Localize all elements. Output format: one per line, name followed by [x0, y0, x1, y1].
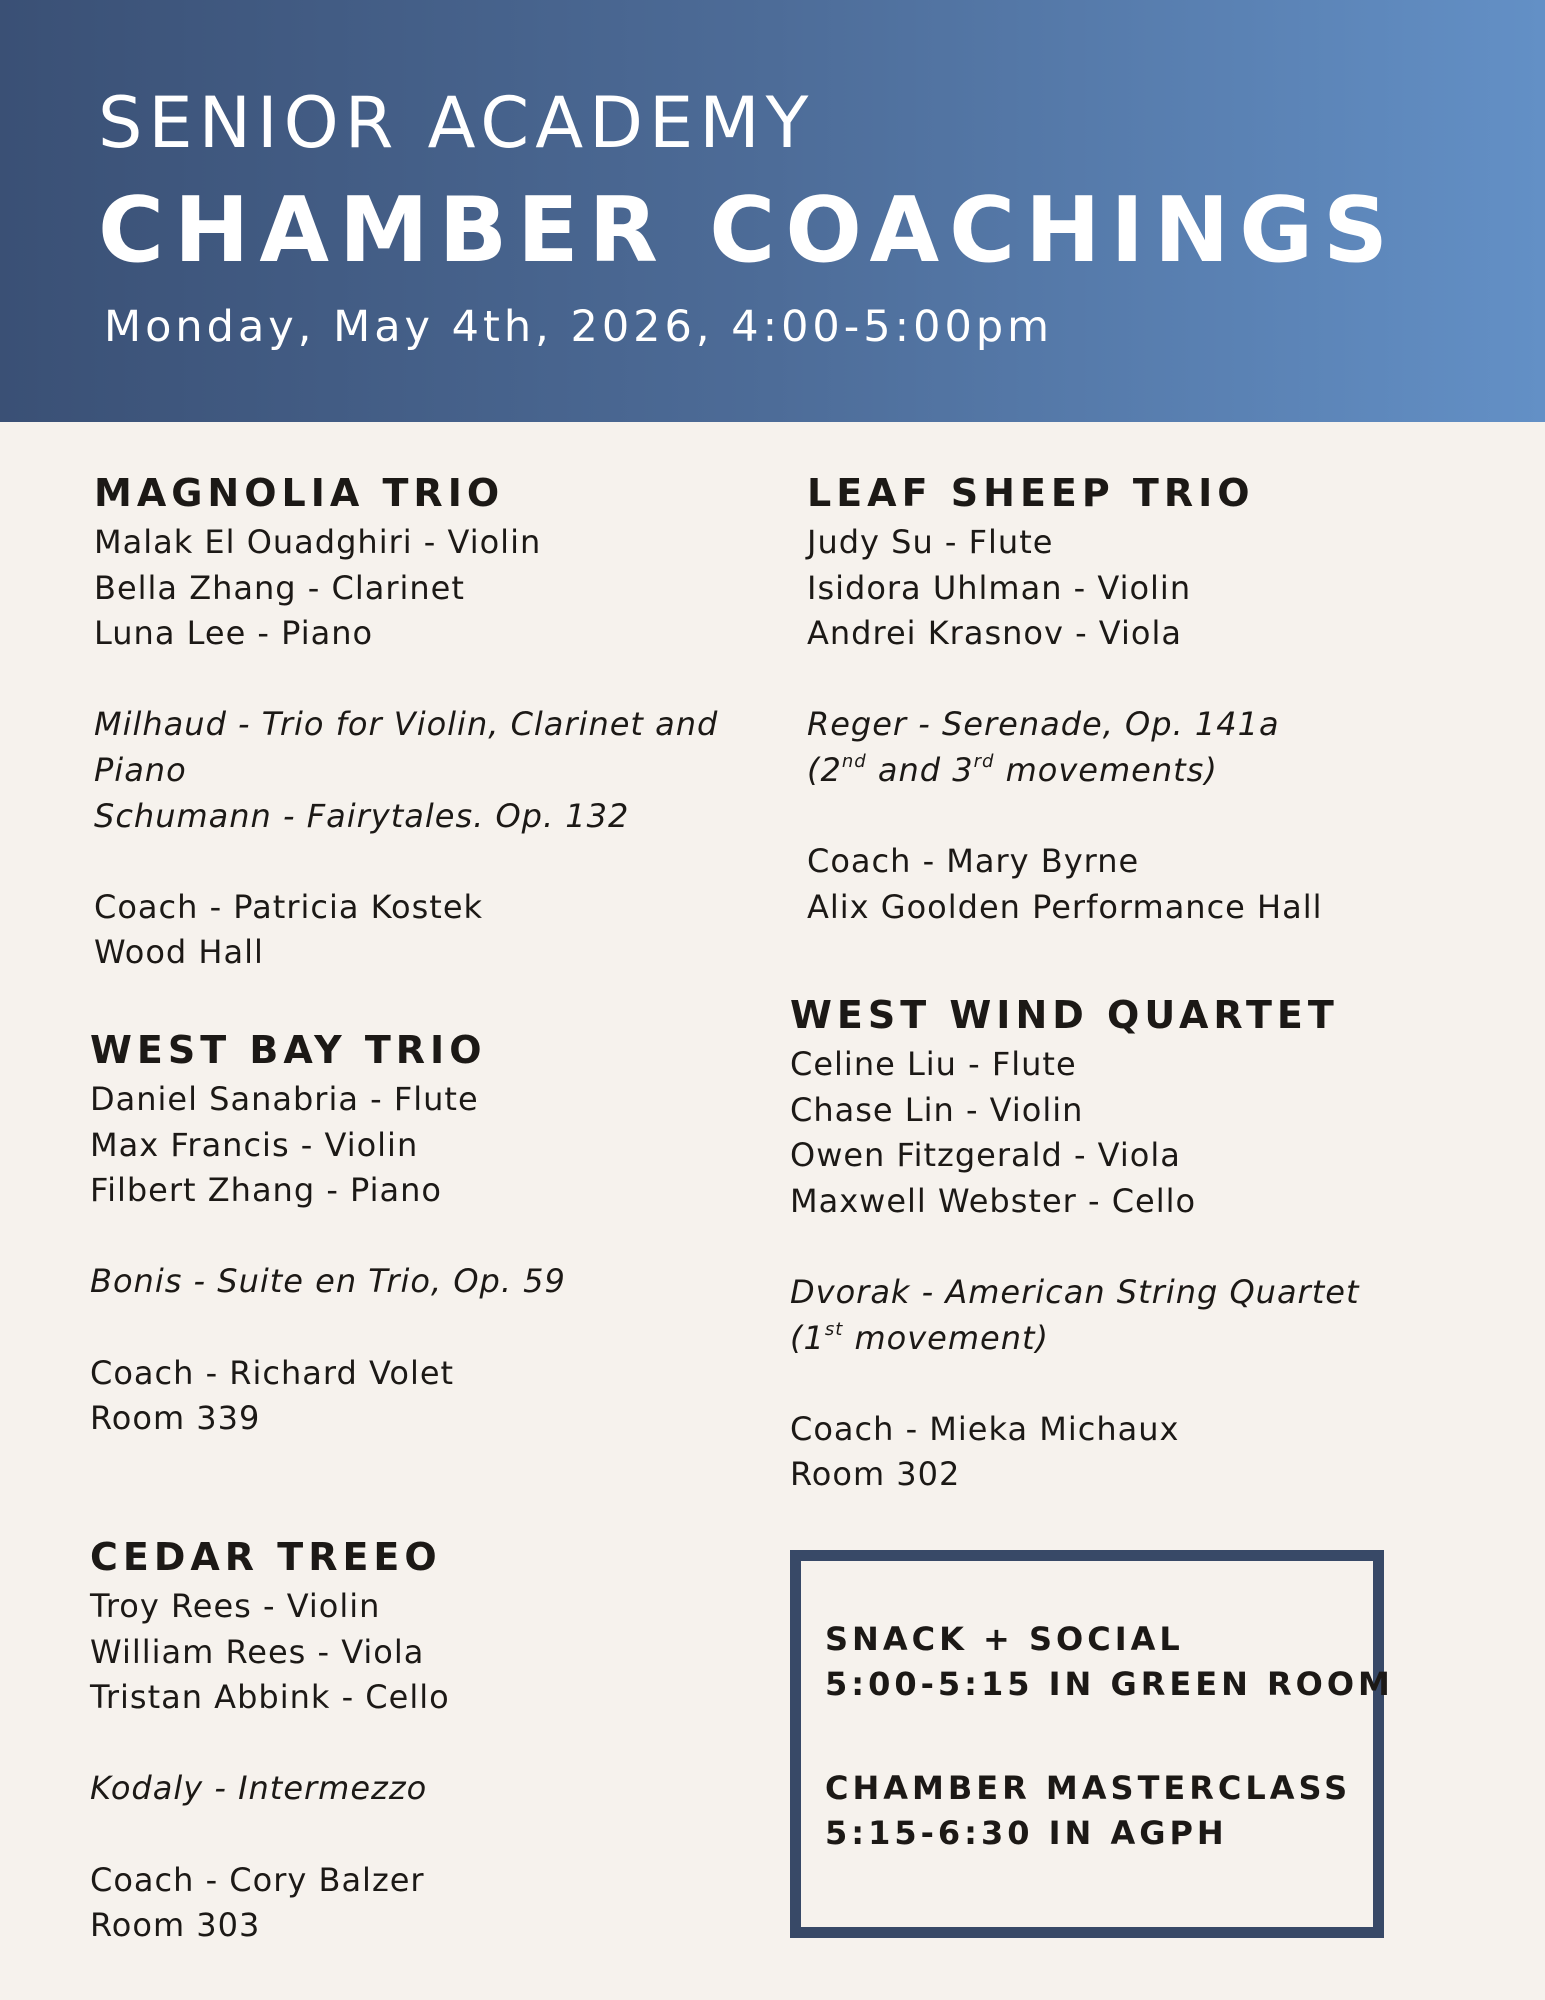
movement-note: (2nd and 3rd movements) [807, 750, 1218, 789]
coach: Coach - Mary Byrne [807, 842, 1140, 881]
snack-time: 5:00-5:15 IN GREEN ROOM [825, 1665, 1394, 1703]
page-title: CHAMBER COACHINGS [98, 178, 1398, 283]
member: Celine Liu - Flute [790, 1045, 1077, 1083]
group-title: MAGNOLIA TRIO [94, 471, 505, 515]
repertoire: Reger - Serenade, Op. 141a [807, 705, 1280, 744]
member: Filbert Zhang - Piano [90, 1171, 442, 1210]
group-title: WEST WIND QUARTET [790, 993, 1339, 1037]
member: Bella Zhang - Clarinet [94, 568, 465, 607]
group-title: LEAF SHEEP TRIO [807, 471, 1255, 515]
snack-title: SNACK + SOCIAL [825, 1620, 1184, 1658]
member: Tristan Abbink - Cello [90, 1678, 450, 1717]
group-cedar-treeo [90, 1530, 770, 1949]
group-west-bay-trio [90, 1023, 770, 1442]
repertoire: Piano [94, 750, 187, 789]
member: William Rees - Viola [90, 1632, 425, 1671]
room: Alix Goolden Performance Hall [807, 887, 1323, 926]
repertoire: Dvorak - American String Quartet [790, 1272, 1360, 1311]
header-kicker: SENIOR ACADEMY [98, 82, 815, 164]
member: Daniel Sanabria - Flute [90, 1080, 479, 1118]
member: Owen Fitzgerald - Viola [790, 1136, 1181, 1175]
member: Judy Su - Flute [807, 523, 1054, 561]
coach: Coach - Cory Balzer [90, 1860, 425, 1899]
member: Luna Lee - Piano [94, 614, 374, 653]
masterclass-time: 5:15-6:30 IN AGPH [825, 1814, 1228, 1852]
member: Troy Rees - Violin [90, 1587, 381, 1625]
notice-box [790, 1550, 1394, 1938]
coach: Coach - Mieka Michaux [790, 1409, 1180, 1448]
group-title: CEDAR TREEO [90, 1535, 442, 1579]
room: Wood Hall [94, 933, 264, 972]
room: Room 302 [790, 1455, 961, 1494]
room: Room 339 [90, 1399, 261, 1438]
group-leaf-sheep-trio [807, 466, 1487, 930]
member: Isidora Uhlman - Violin [807, 568, 1192, 607]
member: Andrei Krasnov - Viola [807, 614, 1182, 653]
coach: Coach - Patricia Kostek [94, 887, 484, 926]
header-banner [0, 0, 1545, 422]
repertoire: Milhaud - Trio for Violin, Clarinet and [94, 705, 719, 744]
repertoire: Schumann - Fairytales. Op. 132 [94, 796, 630, 835]
group-title: WEST BAY TRIO [90, 1028, 487, 1072]
member: Malak El Ouadghiri - Violin [94, 523, 542, 561]
movement-note: (1st movement) [790, 1318, 1049, 1357]
member: Maxwell Webster - Cello [790, 1181, 1197, 1220]
repertoire: Kodaly - Intermezzo [90, 1769, 428, 1808]
event-date: Monday, May 4th, 2026, 4:00-5:00pm [104, 302, 1054, 352]
masterclass-title: CHAMBER MASTERCLASS [825, 1769, 1352, 1807]
repertoire: Bonis - Suite en Trio, Op. 59 [90, 1262, 566, 1301]
group-west-wind-quartet [790, 988, 1470, 1498]
member: Max Francis - Violin [90, 1125, 419, 1164]
member: Chase Lin - Violin [790, 1090, 1084, 1129]
room: Room 303 [90, 1906, 261, 1945]
group-magnolia-trio [94, 466, 774, 976]
coach: Coach - Richard Volet [90, 1353, 455, 1392]
